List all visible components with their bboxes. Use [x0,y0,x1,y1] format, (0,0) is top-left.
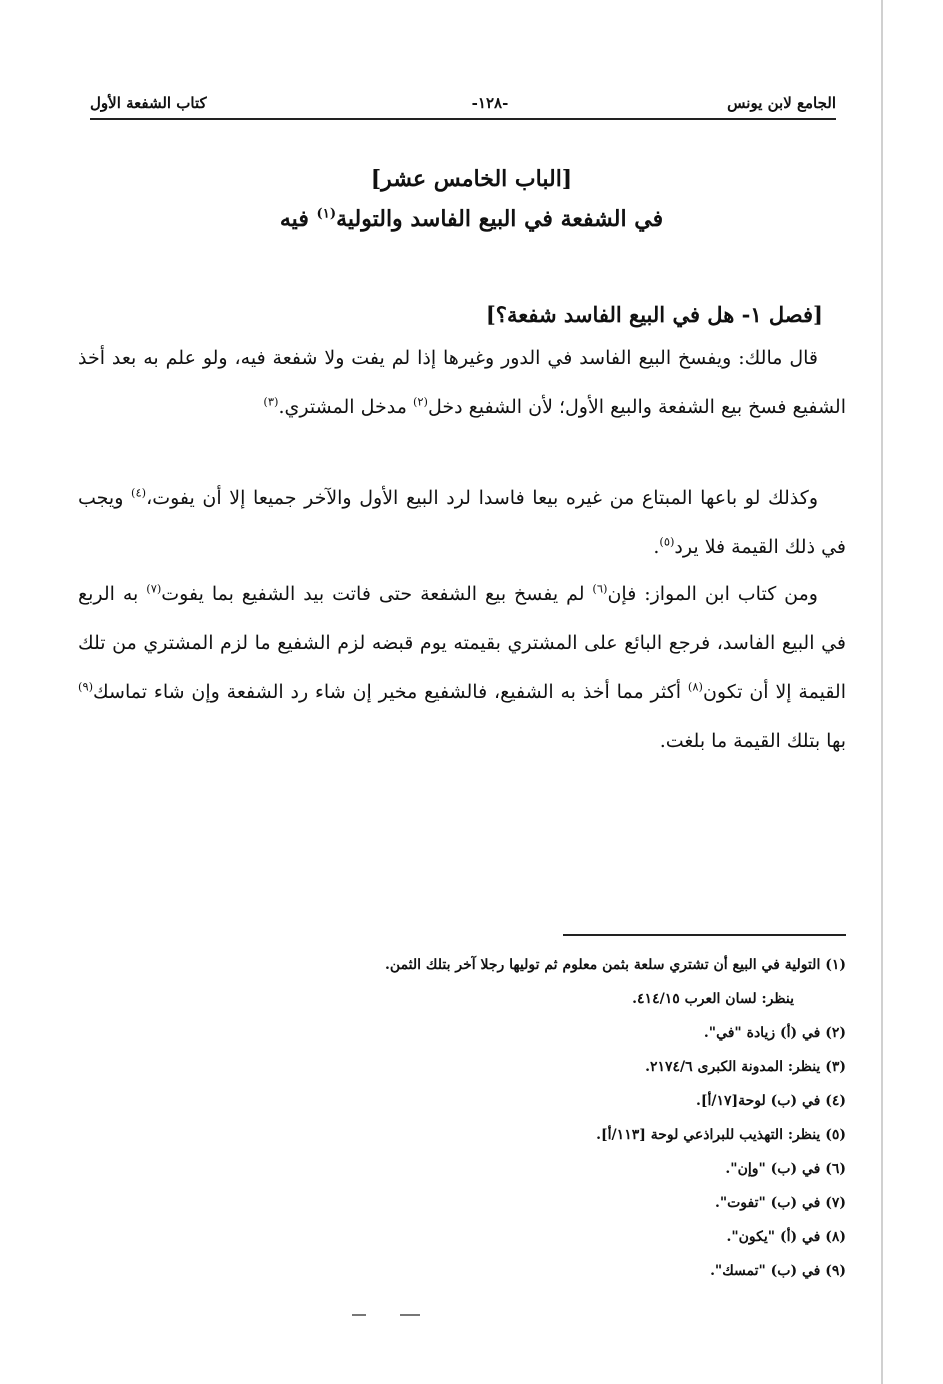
paragraph-text: لم يفسخ بيع الشفعة حتى فاتت بيد الشفيع بما يفوت [161,583,593,605]
footnote-1: (١) التولية في البيع أن تشتري سلعة بثمن معلوم ثم توليها رجلا آخر بتلك الثمن. [385,957,846,973]
section-title: [فصل ١- هل في البيع الفاسد شفعة؟] [485,302,823,327]
paragraph-text: أكثر مما أخذ به الشفيع، فالشفيع مخير إن شاء رد الشفعة وإن شاء تماسك [93,681,688,703]
chapter-subtitle [0,206,943,232]
footnote-separator [563,934,846,936]
speck [400,1314,420,1316]
footnote-8: (٨) في (أ) "يكون". [726,1229,846,1245]
footnote-1-source: ينظر: لسان العرب ٤١٤/١٥. [632,991,794,1007]
footnote-6: (٦) في (ب) "وإن". [725,1161,846,1177]
footnote-5: (٥) ينظر: التهذيب للبراذعي لوحة [١١٣/أ]. [596,1127,846,1143]
paragraph-text: ويجب في ذلك القيمة فلا يرد [78,487,846,558]
footnote-2: (٢) في (أ) زيادة "في". [703,1025,846,1041]
scan-specks [352,1314,422,1320]
chapter-name: كتاب الشفعة الأول [90,94,207,112]
paragraph-3 [78,570,846,766]
footnote-ref: (٢) [412,394,428,409]
running-header [90,92,836,120]
paragraph-2 [78,474,846,572]
footnote-7: (٧) في (ب) "تفوت". [714,1195,846,1211]
footnote-ref: (٩) [78,679,94,694]
footnotes [78,948,846,1288]
chapter-subtitle-text: في الشفعة في البيع الفاسد والتولية [336,206,664,232]
book-title: الجامع لابن يونس [727,94,836,112]
paragraph-text: بها بتلك القيمة ما بلغت. [659,730,846,752]
footnote-9: (٩) في (ب) "تمسك". [710,1263,846,1279]
footnote-3: (٣) ينظر: المدونة الكبرى ٢١٧٤/٦. [645,1059,846,1075]
footnote-ref: (١) [316,206,337,222]
footnote-ref: (٥) [659,534,675,549]
paragraph-text: ومن كتاب ابن المواز: فإن [607,583,818,605]
footnote-4: (٤) في (ب) لوحة[١٧/أ]. [695,1093,846,1109]
chapter-title: [الباب الخامس عشر] [370,166,573,192]
footnote-ref: (٦) [592,581,608,596]
footnote-ref: (٤) [131,485,147,500]
paragraph-text: مدخل المشتري. [278,396,413,418]
footnote-ref: (٧) [146,581,162,596]
paragraph-text: وكذلك لو باعها المبتاع من غيره بيعا فاسدا لرد البيع الأول والآخر جميعا إلا أن يفوت، [146,487,818,509]
paragraph-1 [78,334,846,432]
page-number: -١٢٨- [471,94,509,112]
footnote-ref: (٨) [687,679,703,694]
speck [352,1314,366,1316]
paragraph-text: به الربع في البيع الفاسد، فرجع البائع على المشتري بقيمته يوم قبضه لزم الشفيع ما لزم المشتري من تلك القيمة إلا أن تكون [78,583,846,703]
chapter-subtitle-tail: فيه [279,206,317,232]
footnote-ref: (٣) [263,394,279,409]
paragraph-text: . [653,536,660,558]
paragraph-text: قال مالك: ويفسخ البيع الفاسد في الدور وغيرها إذا لم يفت ولا شفعة فيه، ولو علم به بعد أخذ الشفيع فسخ بيع الشفعة والبيع الأول؛ لأن الشفيع دخل [78,347,846,418]
